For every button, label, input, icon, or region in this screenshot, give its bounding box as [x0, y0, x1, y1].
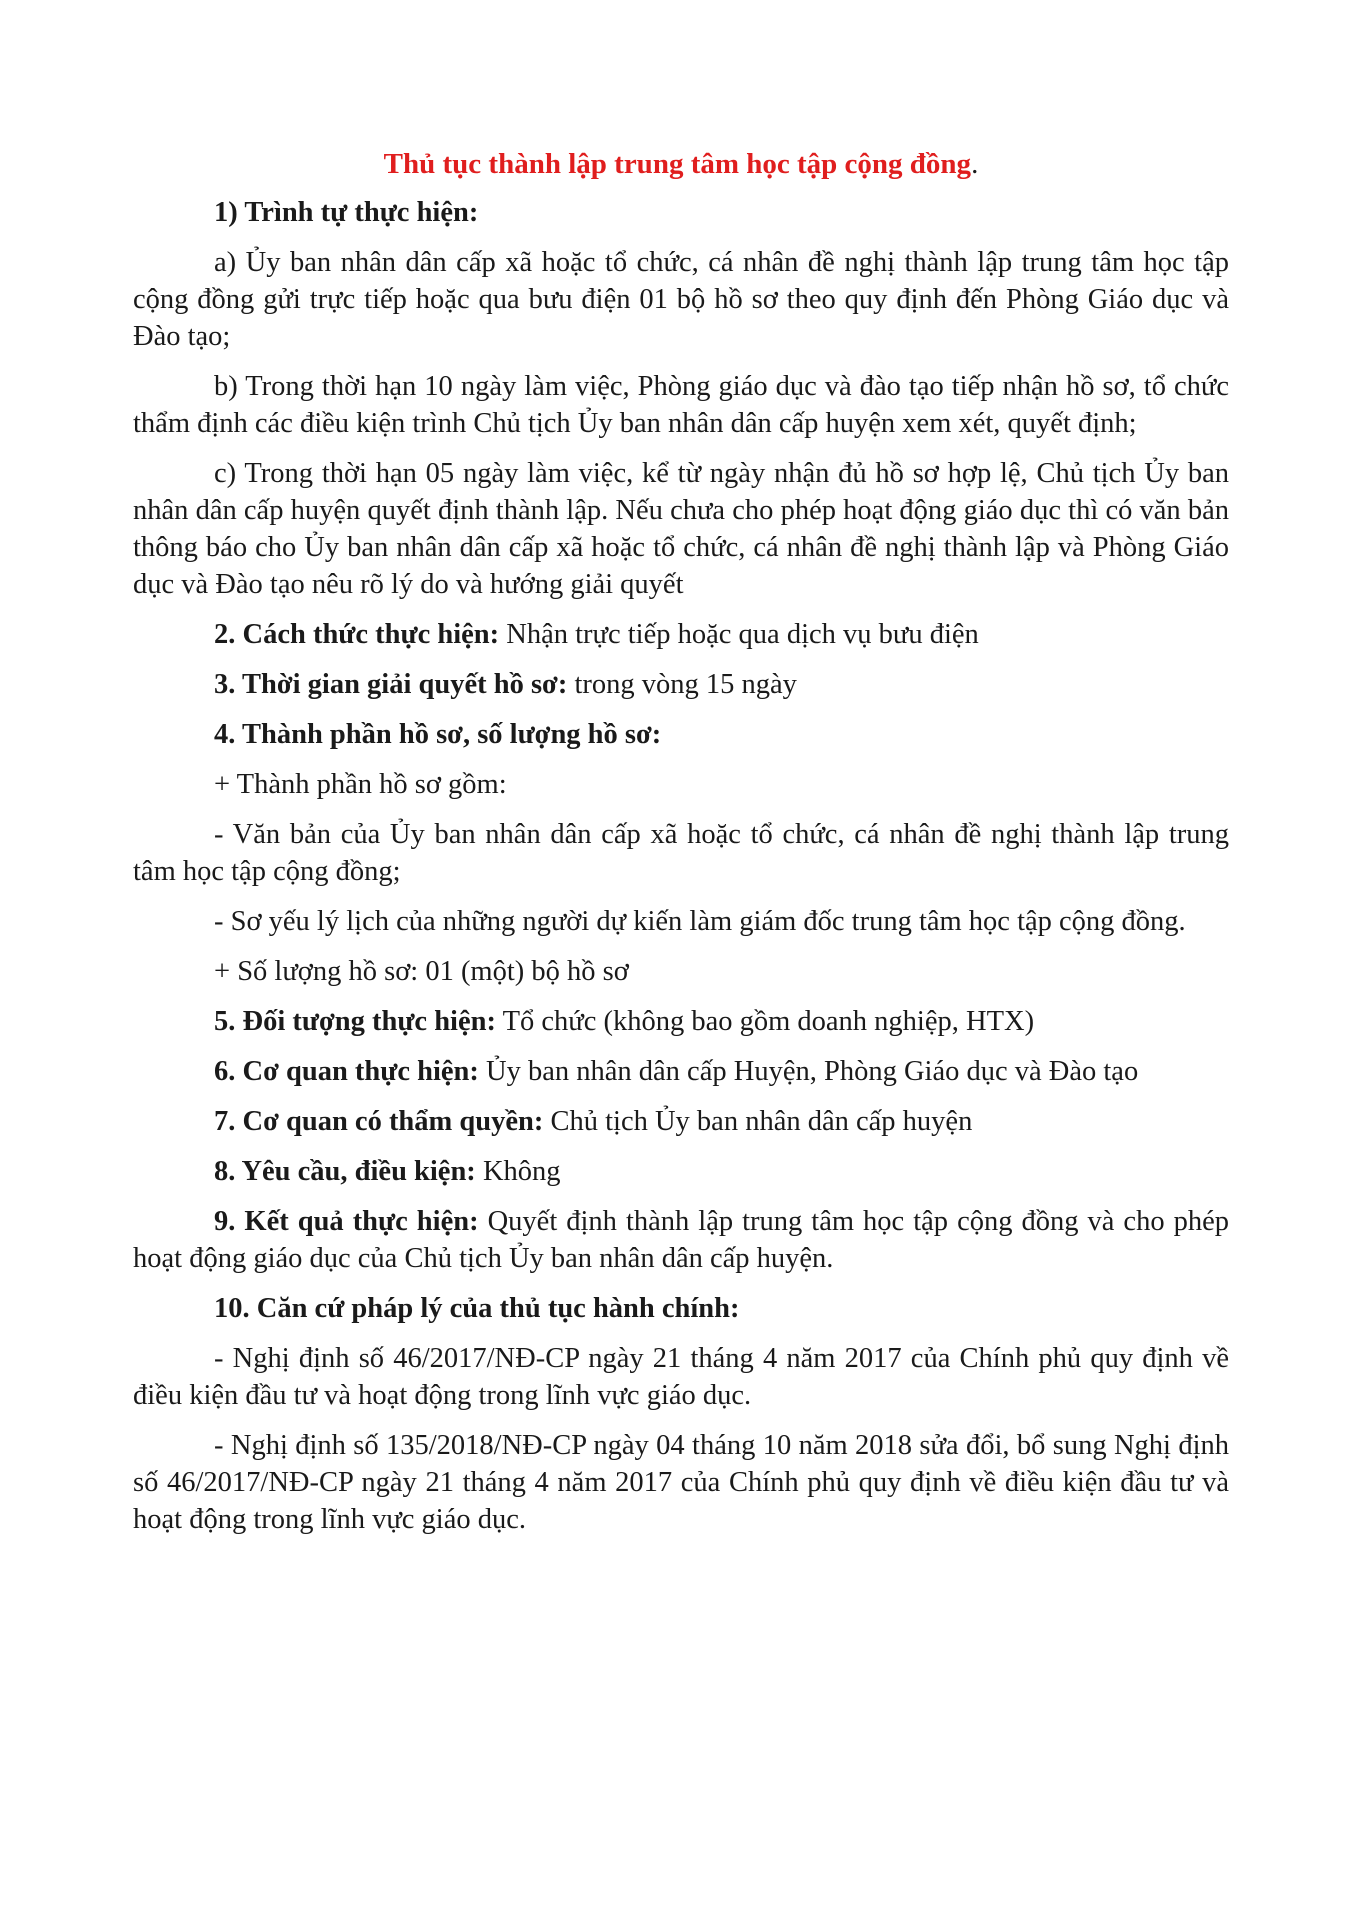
section-2-label: 2. Cách thức thực hiện:	[214, 619, 500, 650]
section-5	[133, 1003, 1229, 1040]
document-title-text: Thủ tục thành lập trung tâm học tập cộng đồng	[383, 148, 972, 180]
section-7-label: 7. Cơ quan có thẩm quyền:	[214, 1106, 544, 1137]
section-10-heading: 10. Căn cứ pháp lý của thủ tục hành chính:	[214, 1293, 740, 1324]
section-4-heading: 4. Thành phần hồ sơ, số lượng hồ sơ:	[214, 719, 662, 750]
section-2-text: Nhận trực tiếp hoặc qua dịch vụ bưu điện	[499, 619, 979, 650]
document-title-period: .	[971, 148, 979, 180]
section-3-label: 3. Thời gian giải quyết hồ sơ:	[214, 669, 568, 700]
section-6-text: Ủy ban nhân dân cấp Huyện, Phòng Giáo dục và Đào tạo	[478, 1056, 1139, 1087]
document-title	[133, 144, 1229, 184]
section-9-label: 9. Kết quả thực hiện:	[214, 1206, 479, 1237]
document-body	[133, 144, 1229, 1551]
section-4-item-2: - Sơ yếu lý lịch của những người dự kiến làm giám đốc trung tâm học tập cộng đồng.	[214, 906, 1186, 937]
section-3	[133, 666, 1229, 703]
section-1-step-b: b) Trong thời hạn 10 ngày làm việc, Phòng giáo dục và đào tạo tiếp nhận hồ sơ, tổ chức thẩm định các điều kiện trình Chủ tịch Ủy ban nhân dân cấp huyện xem xét, quyết định;	[133, 371, 1229, 439]
section-8-text: Không	[475, 1156, 561, 1187]
section-9-text: Quyết định thành lập trung tâm học tập cộng đồng và cho phép hoạt động giáo dục của Chủ tịch Ủy ban nhân dân cấp huyện.	[133, 1206, 1229, 1274]
section-5-label: 5. Đối tượng thực hiện:	[214, 1006, 496, 1037]
section-10-item-2: - Nghị định số 135/2018/NĐ-CP ngày 04 tháng 10 năm 2018 sửa đổi, bổ sung Nghị định số 46/2017/NĐ-CP ngày 21 tháng 4 năm 2017 của Chính phủ quy định về điều kiện đầu tư và hoạt động trong lĩnh vực giáo dục.	[133, 1430, 1229, 1535]
section-3-text: trong vòng 15 ngày	[567, 669, 797, 700]
section-6	[133, 1053, 1229, 1090]
section-4-item-1: - Văn bản của Ủy ban nhân dân cấp xã hoặc tổ chức, cá nhân đề nghị thành lập trung tâm học tập cộng đồng;	[133, 819, 1229, 887]
section-9	[133, 1203, 1229, 1277]
section-2	[133, 616, 1229, 653]
section-4-components: + Thành phần hồ sơ gồm:	[214, 769, 507, 800]
section-4-quantity: + Số lượng hồ sơ: 01 (một) bộ hồ sơ	[214, 956, 629, 987]
section-1-step-c: c) Trong thời hạn 05 ngày làm việc, kể từ ngày nhận đủ hồ sơ hợp lệ, Chủ tịch Ủy ban nhân dân cấp huyện quyết định thành lập. Nếu chưa cho phép hoạt động giáo dục thì có văn bản thông báo cho Ủy ban nhân dân cấp xã hoặc tổ chức, cá nhân đề nghị thành lập và Phòng Giáo dục và Đào tạo nêu rõ lý do và hướng giải quyết	[133, 458, 1229, 600]
section-6-label: 6. Cơ quan thực hiện:	[214, 1056, 479, 1087]
section-7	[133, 1103, 1229, 1140]
section-1-step-a: a) Ủy ban nhân dân cấp xã hoặc tổ chức, cá nhân đề nghị thành lập trung tâm học tập cộng đồng gửi trực tiếp hoặc qua bưu điện 01 bộ hồ sơ theo quy định đến Phòng Giáo dục và Đào tạo;	[133, 247, 1229, 352]
section-8	[133, 1153, 1229, 1190]
section-7-text: Chủ tịch Ủy ban nhân dân cấp huyện	[543, 1106, 973, 1137]
section-1-heading: 1) Trình tự thực hiện:	[214, 197, 479, 228]
section-8-label: 8. Yêu cầu, điều kiện:	[214, 1156, 476, 1187]
section-10-item-1: - Nghị định số 46/2017/NĐ-CP ngày 21 tháng 4 năm 2017 của Chính phủ quy định về điều kiện đầu tư và hoạt động trong lĩnh vực giáo dục.	[133, 1343, 1229, 1411]
section-5-text: Tổ chức (không bao gồm doanh nghiệp, HTX)	[495, 1006, 1035, 1037]
